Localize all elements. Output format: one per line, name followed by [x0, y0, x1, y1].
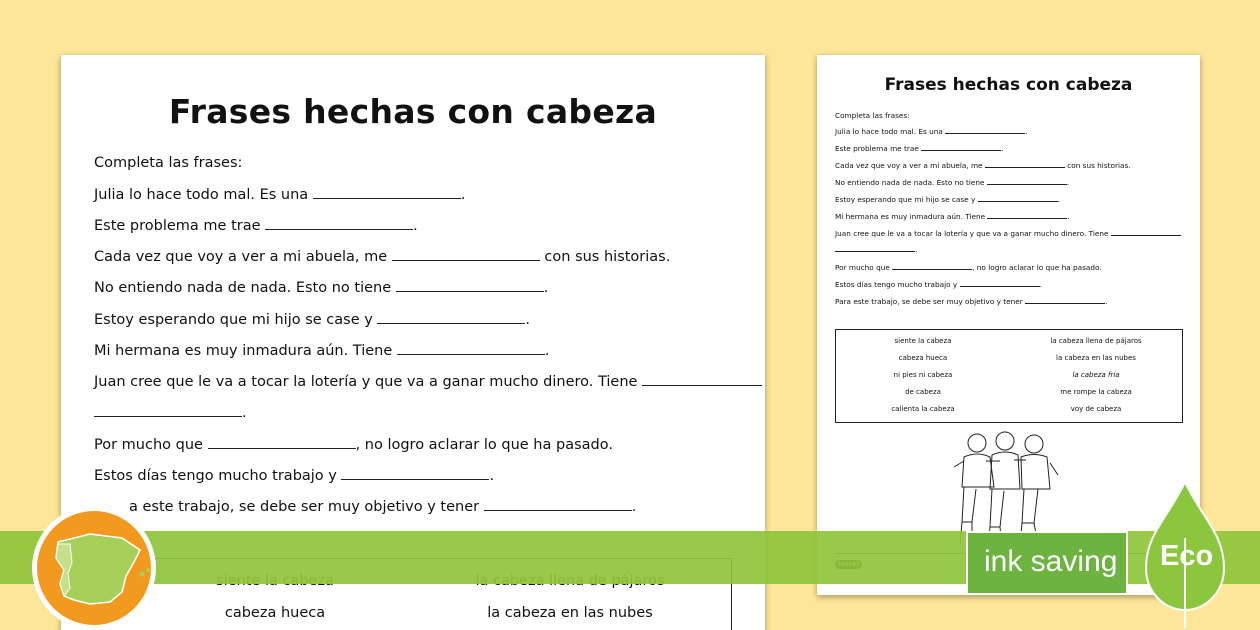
word-bank-item: la cabeza en las nubes — [1056, 354, 1136, 362]
instruction-text: Completa las frases: — [94, 155, 243, 171]
sentence-6-small: Mi hermana es muy inmadura aún. Tiene . — [835, 212, 1070, 221]
answer-blank[interactable] — [208, 436, 356, 449]
sentence-3-small: Cada vez que voy a ver a mi abuela, me con sus historias. — [835, 161, 1131, 170]
eco-label: Eco — [1160, 540, 1214, 572]
word-bank-item: cabeza hueca — [224, 605, 326, 621]
sentence-7-continued: . — [94, 404, 247, 421]
word-bank-item: la cabeza en las nubes — [487, 605, 653, 621]
sentence-10: a este trabajo, se debe ser muy objetivo y tener . — [129, 499, 637, 515]
answer-blank[interactable] — [265, 217, 413, 230]
sentence-10-small: Para este trabajo, se debe ser muy objetivo y tener . — [835, 297, 1108, 306]
sentence-2: Este problema me trae . — [94, 218, 418, 234]
answer-blank[interactable] — [313, 186, 461, 199]
sentence-8: Por mucho que , no logro aclarar lo que ha pasado. — [94, 437, 613, 453]
worksheet-title: Frases hechas con cabeza — [168, 92, 658, 131]
sentence-9: Estos días tengo mucho trabajo y . — [94, 468, 495, 484]
sentence-2-small: Este problema me trae . — [835, 144, 1004, 153]
answer-blank[interactable] — [341, 467, 489, 480]
sentence-1: Julia lo hace todo mal. Es una . — [94, 187, 466, 203]
sentence-5: Estoy esperando que mi hijo se case y . — [94, 312, 531, 328]
sentence-7-continued-small: . — [835, 245, 917, 254]
word-bank-table-small — [835, 329, 1183, 423]
sentence-4-small: No entiendo nada de nada. Esto no tiene . — [835, 178, 1070, 187]
spain-map-badge-icon — [30, 504, 158, 630]
answer-blank[interactable] — [396, 279, 544, 292]
sentence-4: No entiendo nada de nada. Esto no tiene . — [94, 280, 549, 296]
sentence-6: Mi hermana es muy inmadura aún. Tiene . — [94, 343, 550, 359]
answer-blank[interactable] — [94, 404, 242, 417]
word-bank-item: voy de cabeza — [1070, 405, 1122, 413]
word-bank-item: calienta la cabeza — [891, 405, 955, 413]
word-bank-item: la cabeza llena de pájaros — [1050, 337, 1142, 345]
answer-blank[interactable] — [642, 373, 762, 386]
word-bank-item: me rompe la cabeza — [1060, 388, 1132, 396]
word-bank-item: ni pies ni cabeza — [893, 371, 953, 379]
ink-saving-badge: ink saving — [966, 531, 1128, 595]
word-bank-item: de cabeza — [905, 388, 941, 396]
sentence-9-small: Estos días tengo mucho trabajo y . — [835, 280, 1042, 289]
word-bank-item: la cabeza fría — [1072, 371, 1120, 379]
word-bank-item: siente la cabeza — [894, 337, 952, 345]
answer-blank[interactable] — [397, 342, 545, 355]
answer-blank[interactable] — [484, 498, 632, 511]
sentence-3: Cada vez que voy a ver a mi abuela, me con sus historias. — [94, 249, 671, 265]
word-bank-item: cabeza hueca — [898, 354, 948, 362]
sentence-8-small: Por mucho que , no logro aclarar lo que ha pasado. — [835, 263, 1102, 272]
sentence-5-small: Estoy esperando que mi hijo se case y . — [835, 195, 1060, 204]
instruction-text-small: Completa las frases: — [835, 111, 910, 120]
sentence-7: Juan cree que le va a tocar la lotería y que va a ganar mucho dinero. Tiene — [94, 373, 762, 390]
worksheet-title-small: Frases hechas con cabeza — [884, 75, 1133, 95]
answer-blank[interactable] — [392, 248, 540, 261]
sentence-7-small: Juan cree que le va a tocar la lotería y que va a ganar mucho dinero. Tiene — [835, 229, 1181, 238]
answer-blank[interactable] — [377, 311, 525, 324]
sentence-1-small: Julia lo hace todo mal. Es una . — [835, 127, 1028, 136]
